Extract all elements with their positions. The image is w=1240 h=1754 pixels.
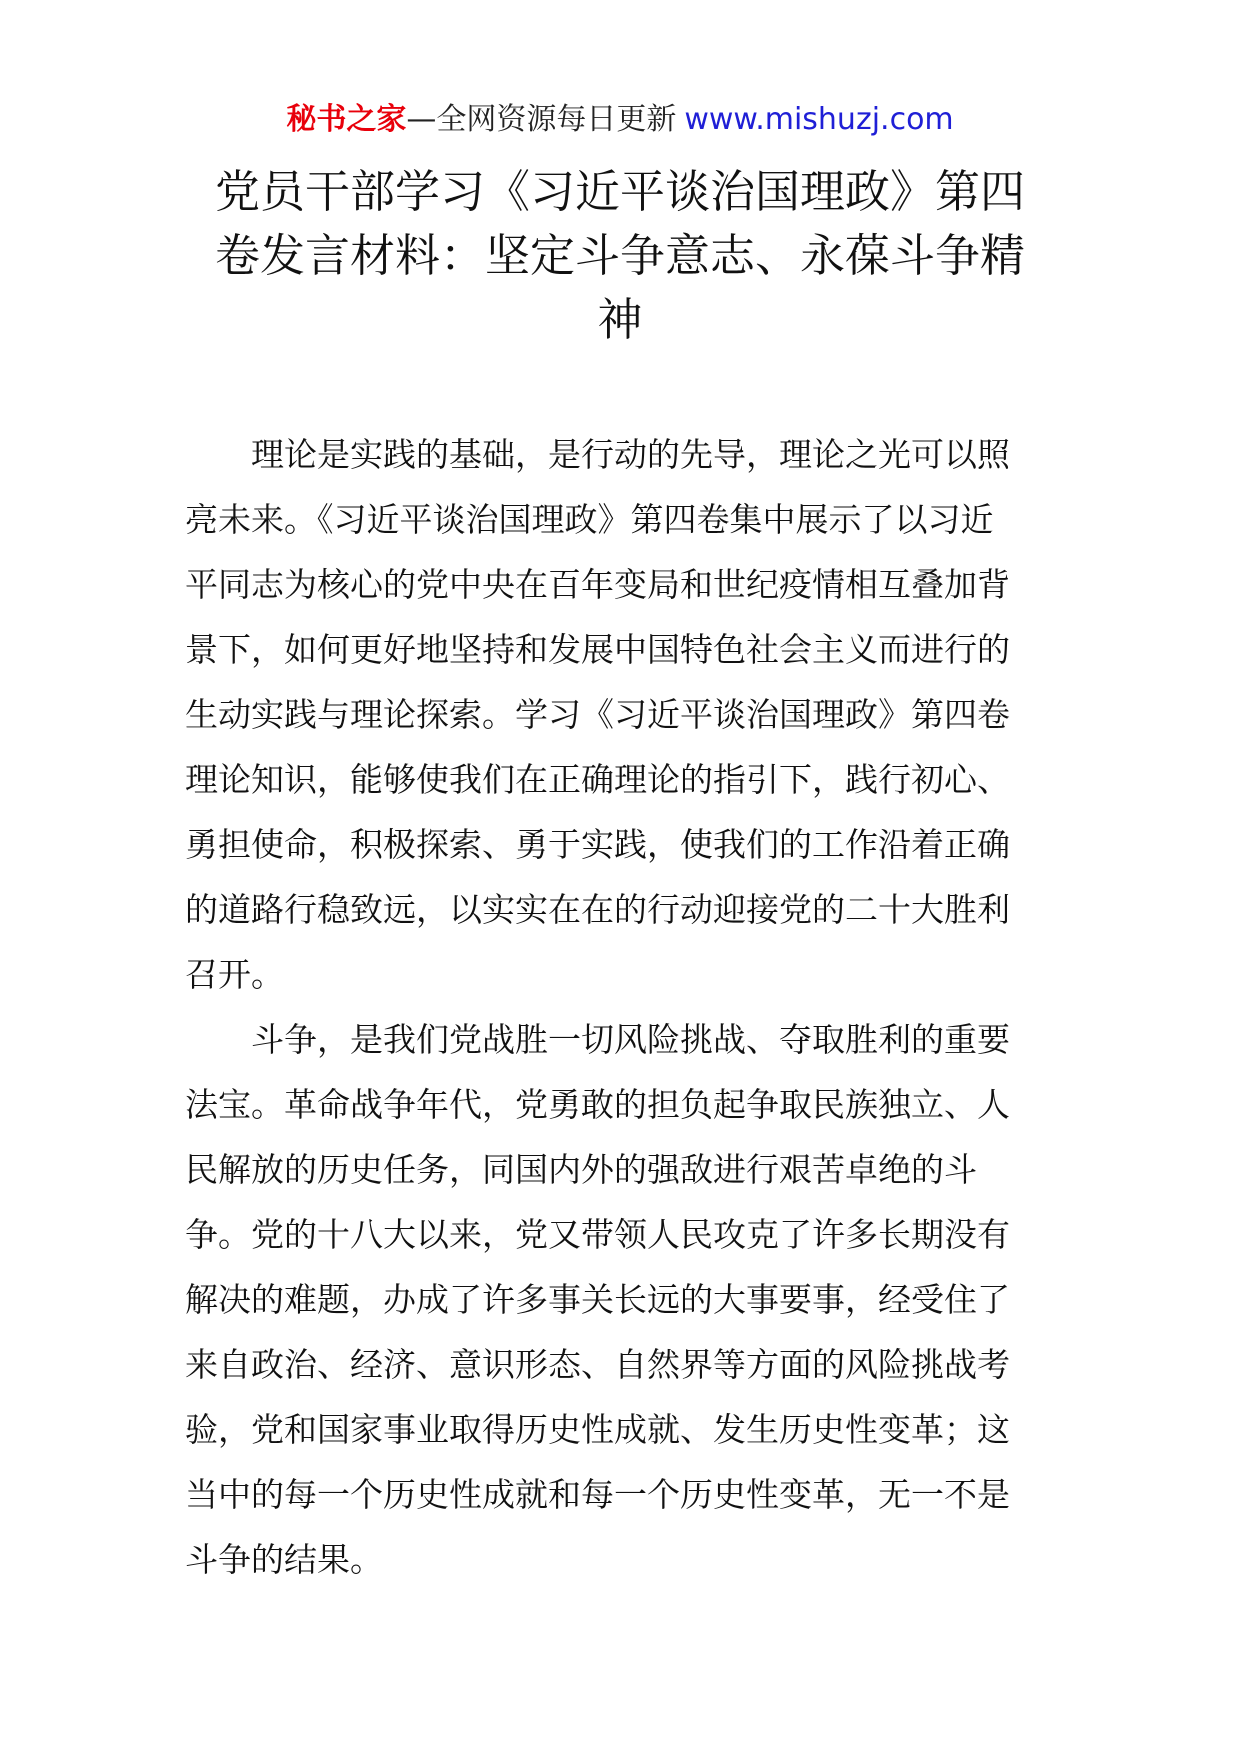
paragraph-line: 来自政治、经济、意识形态、自然界等方面的风险挑战考 bbox=[185, 1345, 1010, 1384]
paragraph-line: 当中的每一个历史性成就和每一个历史性变革，无一不是 bbox=[185, 1475, 1010, 1514]
header-dash: — bbox=[406, 102, 437, 137]
document-body bbox=[185, 422, 1055, 1592]
paragraph-line: 平同志为核心的党中央在百年变局和世纪疫情相互叠加背 bbox=[185, 565, 1010, 604]
site-slogan: 全网资源每日更新 bbox=[436, 102, 677, 137]
paragraph-line: 争。党的十八大以来，党又带领人民攻克了许多长期没有 bbox=[185, 1215, 1010, 1254]
paragraph-line: 亮未来。《习近平谈治国理政》第四卷集中展示了以习近 bbox=[185, 500, 994, 539]
paragraph-line: 召开。 bbox=[185, 955, 284, 994]
paragraph-line: 解决的难题，办成了许多事关长远的大事要事，经受住了 bbox=[185, 1280, 1010, 1319]
title-line: 党员干部学习《习近平谈治国理政》第四 bbox=[214, 165, 1025, 218]
paragraph-line: 勇担使命，积极探索、勇于实践，使我们的工作沿着正确 bbox=[185, 825, 1010, 864]
paragraph-2 bbox=[185, 1007, 1055, 1592]
title-line: 神 bbox=[597, 293, 643, 346]
paragraph-line: 理论知识，能够使我们在正确理论的指引下，践行初心、 bbox=[185, 760, 1010, 799]
paragraph-line: 景下，如何更好地坚持和发展中国特色社会主义而进行的 bbox=[185, 630, 1010, 669]
site-brand: 秘书之家 bbox=[286, 102, 407, 137]
document-title bbox=[195, 160, 1045, 352]
site-url-link[interactable]: www.mishuzj.com bbox=[684, 102, 954, 137]
site-header bbox=[0, 100, 1240, 140]
paragraph-line: 验，党和国家事业取得历史性成就、发生历史性变革；这 bbox=[185, 1410, 1010, 1449]
paragraph-line: 斗争，是我们党战胜一切风险挑战、夺取胜利的重要 bbox=[251, 1020, 1010, 1059]
title-line: 卷发言材料：坚定斗争意志、永葆斗争精 bbox=[214, 229, 1025, 282]
paragraph-line: 理论是实践的基础，是行动的先导，理论之光可以照 bbox=[251, 435, 1010, 474]
paragraph-line: 生动实践与理论探索。学习《习近平谈治国理政》第四卷 bbox=[185, 695, 1010, 734]
paragraph-line: 法宝。革命战争年代，党勇敢的担负起争取民族独立、人 bbox=[185, 1085, 1010, 1124]
paragraph-line: 民解放的历史任务，同国内外的强敌进行艰苦卓绝的斗 bbox=[185, 1150, 977, 1189]
paragraph-1 bbox=[185, 422, 1055, 1007]
paragraph-line: 的道路行稳致远，以实实在在的行动迎接党的二十大胜利 bbox=[185, 890, 1010, 929]
paragraph-line: 斗争的结果。 bbox=[185, 1540, 383, 1579]
